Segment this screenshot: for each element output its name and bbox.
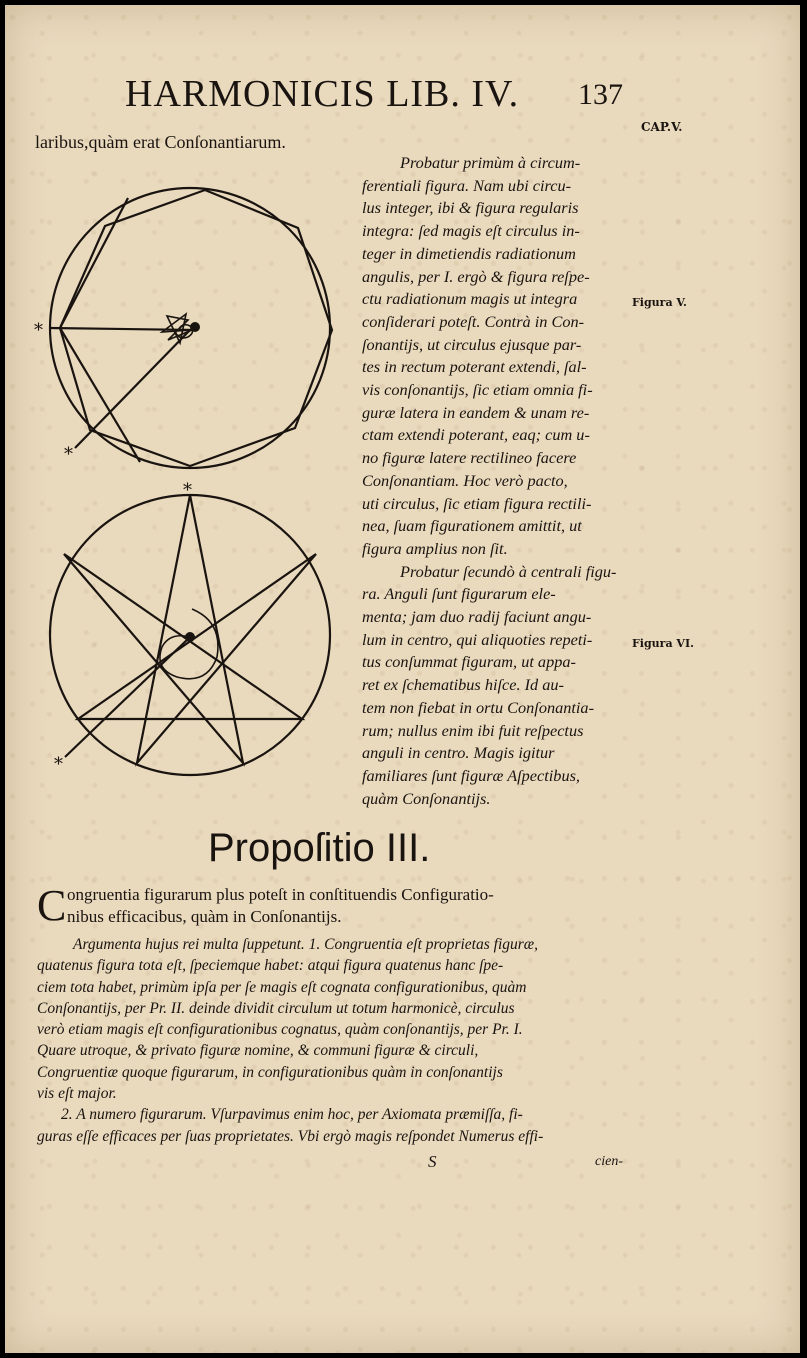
column-line: anguli in centro. Magis igitur xyxy=(362,743,555,763)
body-line: 2. A numero figurarum. Vſurpavimus enim hoc, per Axiomata præmiſſa, fi- xyxy=(61,1106,523,1124)
column-line: figura amplius non ſit. xyxy=(362,538,508,558)
statement-line: ongruentia figurarum plus poteſt in conſtituendis Configuratio- xyxy=(67,885,494,904)
column-line: ra. Anguli ſunt figurarum ele- xyxy=(362,584,556,604)
column-line: lum in centro, qui aliquoties repeti- xyxy=(362,629,593,649)
figure-six-heptagram-diagram xyxy=(40,480,340,780)
body-line: vis eſt major. xyxy=(37,1085,117,1103)
proposition-title: Propoſitio III. xyxy=(208,826,431,870)
body-line: Congruentiæ quoque figurarum, in configurationibus quàm in conſonantijs xyxy=(37,1063,503,1081)
fig6-center-dot xyxy=(185,632,195,642)
signature-mark: S xyxy=(428,1152,437,1171)
figure-five-label: Figura V. xyxy=(632,296,687,309)
column-line: nea, ſuam figurationem amittit, ut xyxy=(362,516,582,536)
statement-line: nibus efficacibus, quàm in Conſonantijs. xyxy=(67,907,342,926)
body-line: Conſonantijs, per Pr. II. deinde dividit circulum ut totum harmonicè, circulus xyxy=(37,999,515,1017)
fig5-chord-2 xyxy=(60,198,128,328)
column-line: vis conſonantijs, ſic etiam omnia fi- xyxy=(362,380,593,400)
fig6-asterisk-top: * xyxy=(183,480,192,501)
column-line: rum; nullus enim ibi fuit reſpectus xyxy=(362,720,584,740)
column-line: Probatur primùm à circum- xyxy=(400,153,581,172)
column-line: tem non fiebat in ortu Conſonantia- xyxy=(362,697,594,717)
margin-chapter-note: CAP.V. xyxy=(641,120,683,134)
fig6-spiral xyxy=(160,609,218,679)
dropcap-letter: C xyxy=(37,881,67,930)
column-line: tes in rectum poterant extendi, ſal- xyxy=(362,357,587,377)
column-line: tus conſummat figuram, ut appa- xyxy=(362,652,576,672)
column-line: uti circulus, ſic etiam figura rectili- xyxy=(362,493,592,513)
fig6-asterisk-bottom: * xyxy=(54,754,63,775)
figure-five-heptagon-diagram xyxy=(30,180,350,470)
column-line: quàm Conſonantijs. xyxy=(362,788,491,808)
fig5-center-dot xyxy=(190,322,200,332)
body-line: quatenus figura tota eſt, ſpeciemque habet: atqui figura quatenus hanc ſpe- xyxy=(37,957,504,975)
column-line: familiares ſunt figuræ Aſpectibus, xyxy=(362,765,580,785)
column-line: ctam extendi poterant, eaq; cum u- xyxy=(362,425,590,445)
fig5-ray xyxy=(75,330,190,448)
fig5-small-star xyxy=(162,314,192,343)
column-line: ſonantijs, ut circulus ejusque par- xyxy=(362,334,582,354)
column-line: Probatur ſecundò à centrali figu- xyxy=(400,561,617,581)
column-line: ctu radiationum magis ut integra xyxy=(362,289,578,309)
right-column-text xyxy=(362,152,632,810)
figure-six-label: Figura VI. xyxy=(632,637,694,650)
catchword: cien- xyxy=(595,1154,623,1169)
column-line: ret ex ſchematibus hiſce. Id au- xyxy=(362,675,564,695)
column-line: integra: ſed magis eſt circulus in- xyxy=(362,221,580,241)
fig6-ray xyxy=(65,637,190,757)
body-line: verò etiam magis eſt configurationibus cognatus, quàm conſonantijs, per Pr. I. xyxy=(37,1021,523,1039)
body-line: Argumenta hujus rei multa ſuppetunt. 1. Congruentia eſt proprietas figuræ, xyxy=(73,936,538,953)
running-head: HARMONICIS LIB. IV. xyxy=(125,73,520,115)
page-number: 137 xyxy=(578,78,623,111)
column-line: ferentiali figura. Nam ubi circu- xyxy=(362,175,572,195)
column-line: angulis, per I. ergò & figura reſpe- xyxy=(362,266,590,286)
lead-line: laribus,quàm erat Conſonantiarum. xyxy=(35,132,286,152)
column-line: no figuræ latere rectilineo facere xyxy=(362,448,577,468)
fig5-asterisk-left: * xyxy=(34,320,43,341)
column-line: guræ latera in eandem & unam re- xyxy=(362,402,590,422)
fig5-asterisk-bottom: * xyxy=(64,444,73,465)
column-line: lus integer, ibi & figura regularis xyxy=(362,198,579,218)
body-line: guras eſſe efficaces per ſuas proprietates. Vbi ergò magis reſpondet Numerus effi- xyxy=(37,1127,544,1145)
column-line: Conſonantiam. Hoc verò pacto, xyxy=(362,470,568,490)
column-line: teger in dimetiendis radiationum xyxy=(362,243,576,263)
column-line: menta; jam duo radij faciunt angu- xyxy=(362,607,592,627)
body-line: Quare utroque, & privato figuræ nomine, & communi figuræ & circuli, xyxy=(37,1042,479,1060)
body-line: ciem tota habet, primùm ipſa per ſe magis eſt cognata configurationibus, quàm xyxy=(37,978,527,996)
column-line: conſiderari poteſt. Contrà in Con- xyxy=(362,311,585,331)
body-text xyxy=(37,934,647,1147)
